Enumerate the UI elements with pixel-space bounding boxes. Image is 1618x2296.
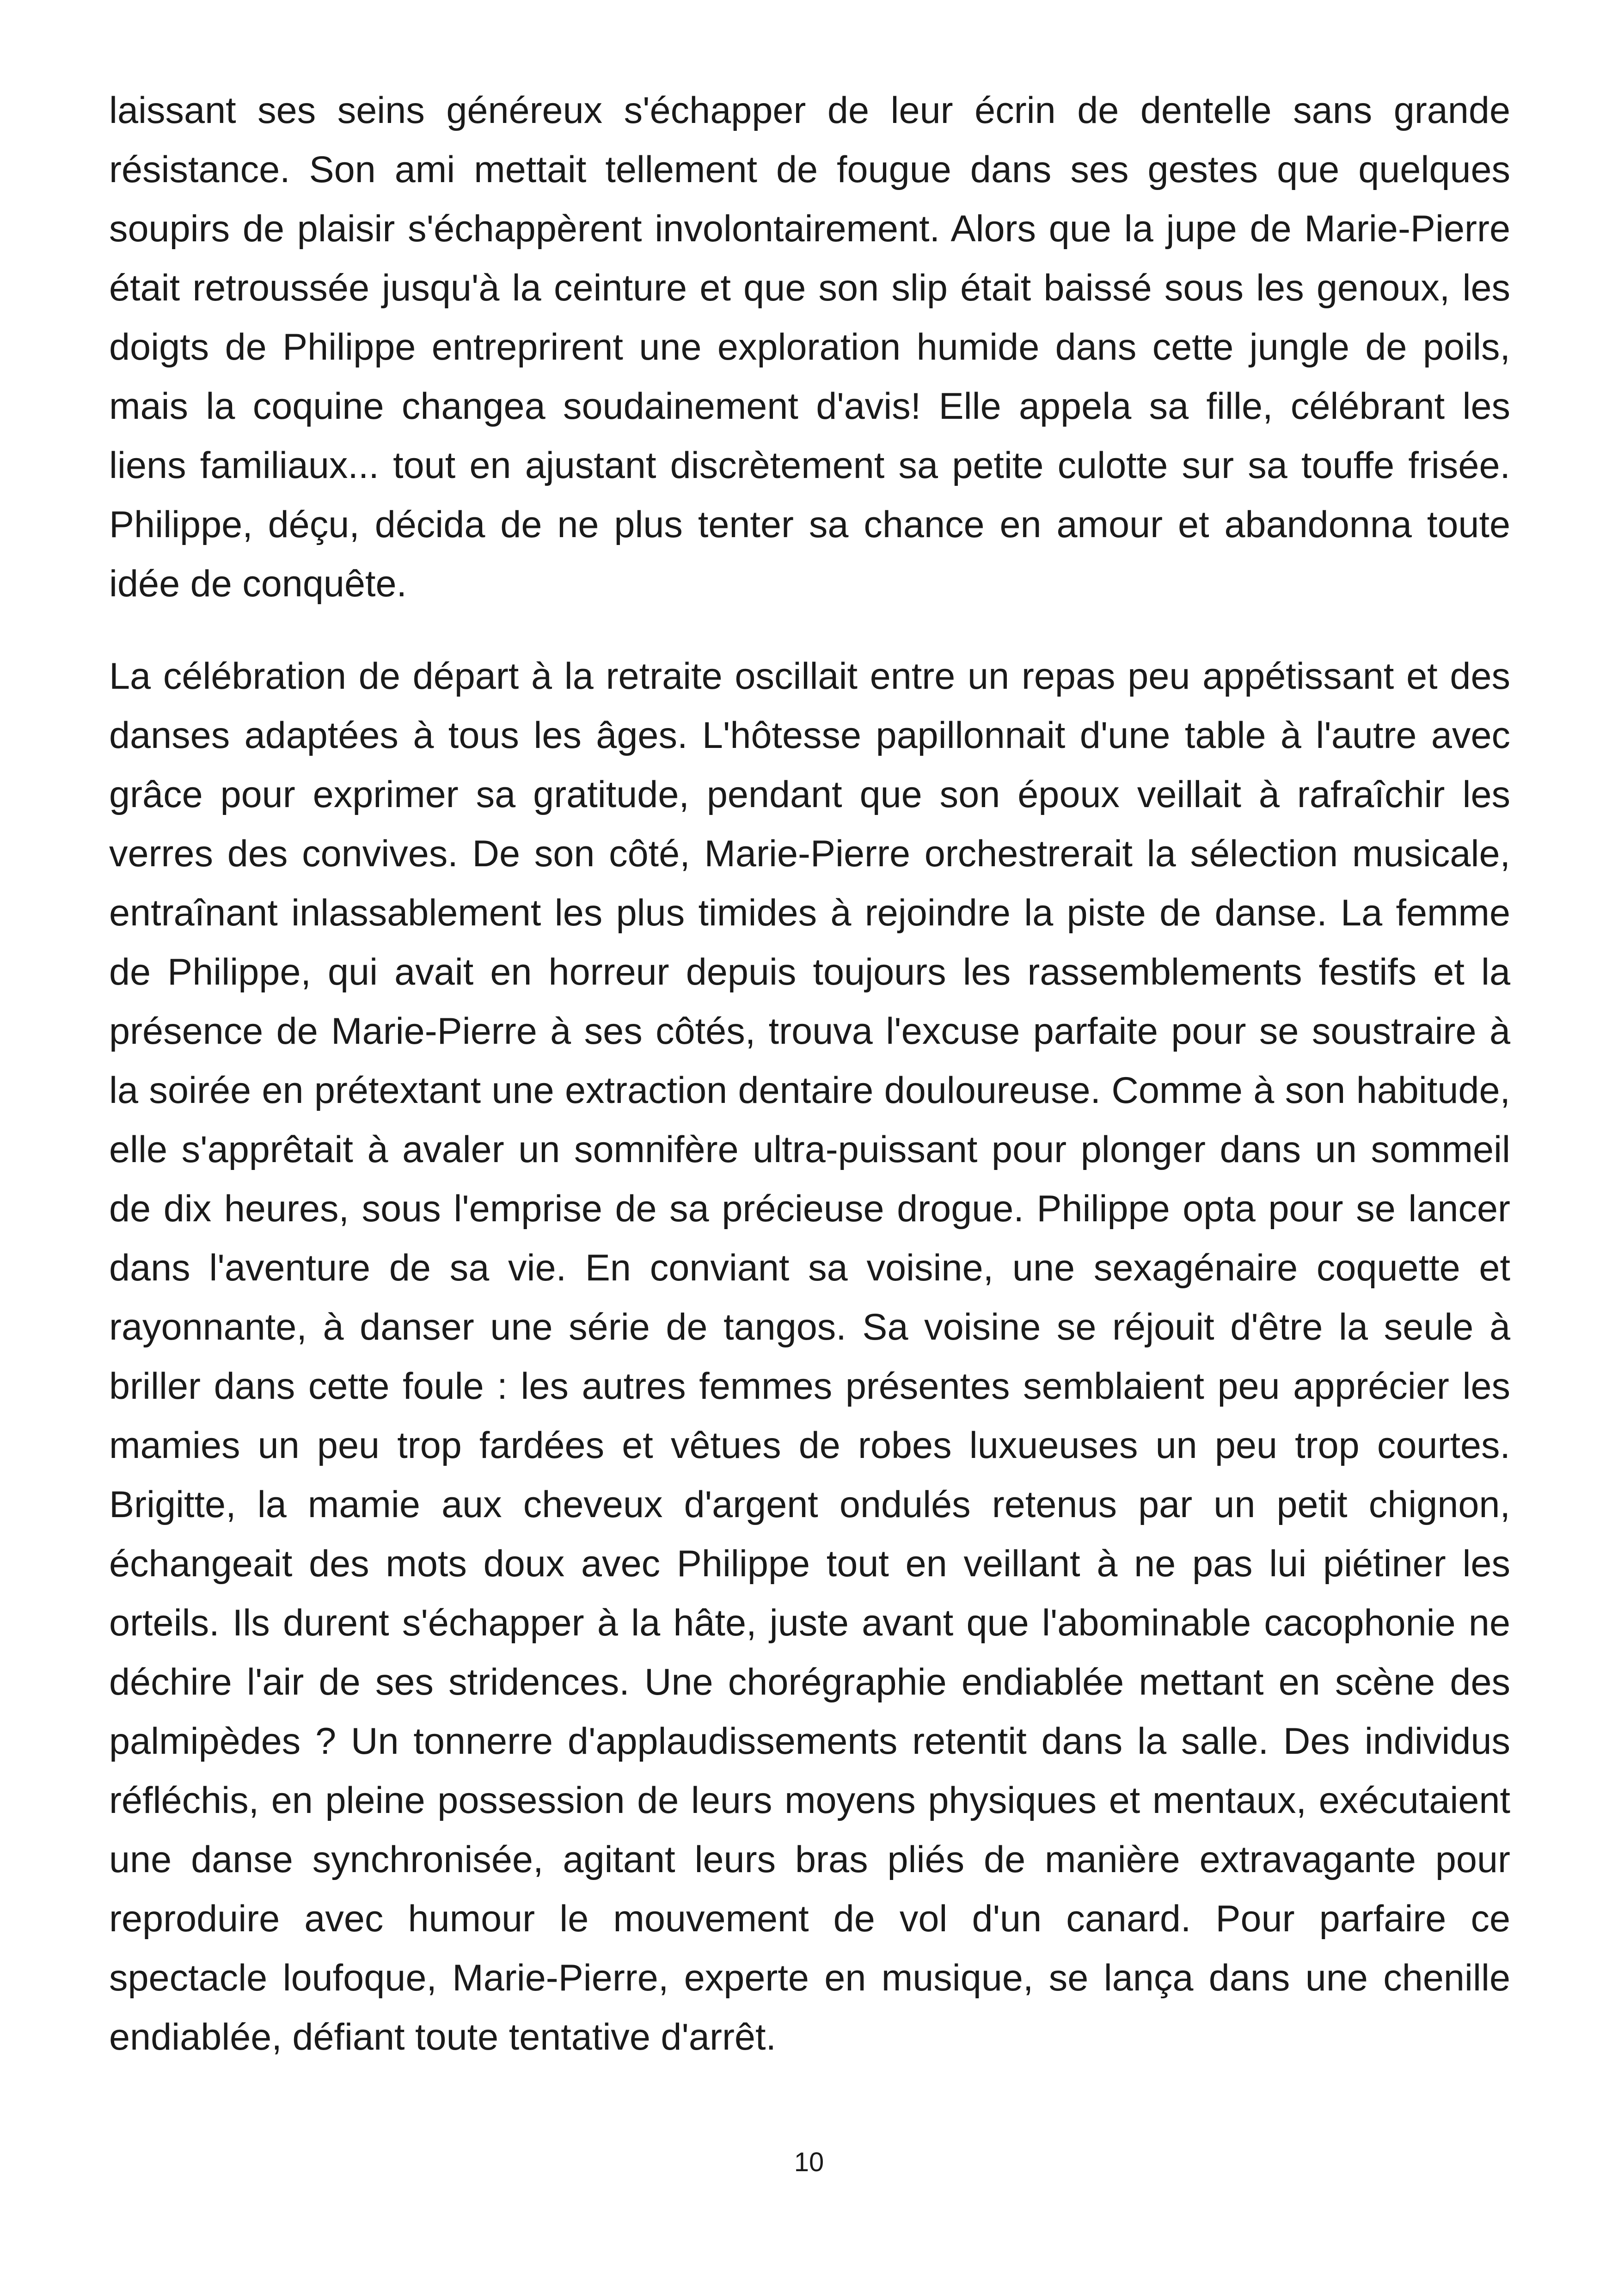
body-text bbox=[109, 81, 1510, 2067]
page-number: 10 bbox=[794, 2147, 824, 2177]
paragraph-1: laissant ses seins généreux s'échapper de leur écrin de dentelle sans grande résistance. Son ami mettait tellement de fougue dans ses gestes que quelques soupirs de plaisir s'échappèrent involontairement. Alors que la jupe de Marie-Pierre était retroussée jusqu'à la ceinture et que son slip était baissé sous les genoux, les doigts de Philippe entreprirent une exploration humide dans cette jungle de poils, mais la coquine changea soudainement d'avis! Elle appela sa fille, célébrant les liens familiaux... tout en ajustant discrètement sa petite culotte sur sa touffe frisée. Philippe, déçu, décida de ne plus tenter sa chance en amour et abandonna toute idée de conquête. bbox=[109, 90, 1510, 605]
paragraph-2: La célébration de départ à la retraite oscillait entre un repas peu appétissant et des danses adaptées à tous les âges. L'hôtesse papillonnait d'une table à l'autre avec grâce pour exprimer sa gratitude, pendant que son époux veillait à rafraîchir les verres des convives. De son côté, Marie-Pierre orchestrerait la sélection musicale, entraînant inlassablement les plus timides à rejoindre la piste de danse. La femme de Philippe, qui avait en horreur depuis toujours les rassemblements festifs et la présence de Marie-Pierre à ses côtés, trouva l'excuse parfaite pour se soustraire à la soirée en prétextant une extraction dentaire douloureuse. Comme à son habitude, elle s'apprêtait à avaler un somnifère ultra-puissant pour plonger dans un sommeil de dix heures, sous l'emprise de sa précieuse drogue. Philippe opta pour se lancer dans l'aventure de sa vie. En conviant sa voisine, une sexagénaire coquette et rayonnante, à danser une série de tangos. Sa voisine se réjouit d'être la seule à briller dans cette foule : les autres femmes présentes semblaient peu apprécier les mamies un peu trop fardées et vêtues de robes luxueuses un peu trop courtes. Brigitte, la mamie aux cheveux d'argent ondulés retenus par un petit chignon, échangeait des mots doux avec Philippe tout en veillant à ne pas lui piétiner les orteils. Ils durent s'échapper à la hâte, juste avant que l'abominable cacophonie ne déchire l'air de ses stridences. Une chorégraphie endiablée mettant en scène des palmipèdes ? Un tonnerre d'applaudissements retentit dans la salle. Des individus réfléchis, en pleine possession de leurs moyens physiques et mentaux, exécutaient une danse synchronisée, agitant leurs bras pliés de manière extravagante pour reproduire avec humour le mouvement de vol d'un canard. Pour parfaire ce spectacle loufoque, Marie-Pierre, experte en musique, se lança dans une chenille endiablée, défiant toute tentative d'arrêt. bbox=[109, 655, 1510, 2058]
